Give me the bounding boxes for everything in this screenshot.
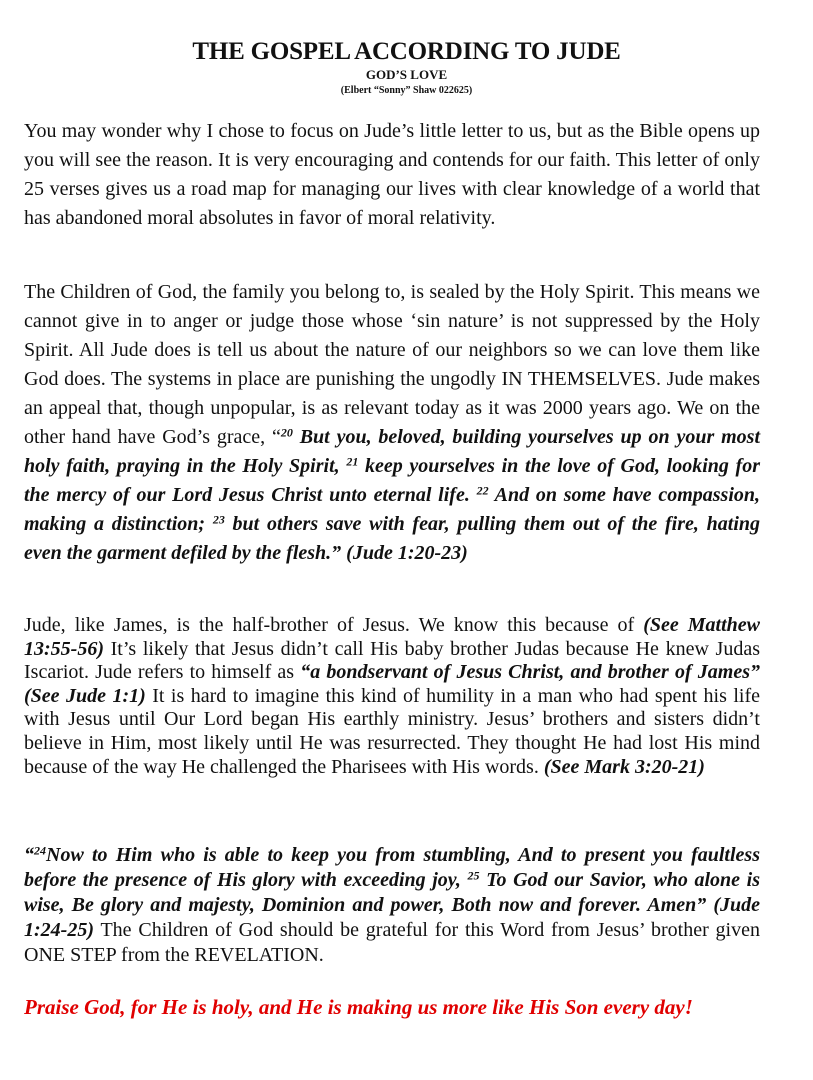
p3-text-1: Jude, like James, is the half-brother of Jesus. We know this because of <box>24 614 644 636</box>
quote-jude-1-1: “a bondservant of Jesus Christ, and brother of James” (See Jude 1:1) <box>24 661 761 707</box>
verse-number-24: 24 <box>34 843 46 858</box>
verse-25-text: To God our Savior, who alone is wise, Be glory and majesty, Dominion and power, Both now and forever. Amen” (Jude 1:24-25) <box>24 869 760 941</box>
verse-23-text: but others save with fear, pulling them out of the fire, hating even the garment defiled by the flesh.” (Jude 1:20-23) <box>24 513 760 564</box>
document-subtitle: GOD’S LOVE <box>365 67 448 82</box>
reference-matthew: (See Matthew 13:55-56) <box>24 614 760 660</box>
document-title: THE GOSPEL ACCORDING TO JUDE <box>192 38 621 65</box>
p3-text-3: It is hard to imagine this kind of humility in a man who had spent his life with Jesus until Our Lord began His earthly ministry. Jesus’ brothers and sisters didn’t believe in Him, most likely until He was resurrected. They thought He had lost His mind because of the way He challenged the Pharisees with His words. <box>24 684 760 778</box>
verse-number-20: 20 <box>280 425 293 440</box>
verse-21-text: keep yourselves in the love of God, looking for the mercy of our Lord Jesus Christ unto eternal life. <box>24 455 760 506</box>
open-quote: “ <box>24 844 34 866</box>
paragraph-intro: You may wonder why I chose to focus on Jude’s little letter to us, but as the Bible opens up you will see the reason. It is very encouraging and contends for our faith. This letter of only 25 verses gives us a road map for managing our lives with clear knowledge of a world that has abandoned moral absolutes in favor of moral relativity. <box>24 120 760 229</box>
verse-number-21: 21 <box>346 454 359 469</box>
p3-text-2: It’s likely that Jesus didn’t call His baby brother Judas because He knew Judas Iscariot. Jude refers to himself as <box>24 637 760 684</box>
verse-20-text: But you, beloved, building yourselves up on your most holy faith, praying in the Holy Spirit, <box>24 426 760 477</box>
verse-22-text: And on some have compassion, making a distinction; <box>24 484 760 535</box>
verse-number-23: 23 <box>212 512 225 527</box>
p2-intro-text: The Children of God, the family you belong to, is sealed by the Holy Spirit. This means we cannot give in to anger or judge those whose ‘sin nature’ is not suppressed by the Holy Spirit. All Jude does is tell us about the nature of our neighbors so we can love them like God does. The systems in place are punishing the ungodly IN THEMSELVES. Jude makes an appeal that, though unpopular, is as relevant today as it was 2000 years ago. We on the other hand have God’s grace, “ <box>24 281 760 448</box>
paragraph-jude-brother <box>24 614 760 779</box>
verse-number-22: 22 <box>476 483 489 498</box>
paragraph-children-of-god <box>24 278 760 568</box>
closing-praise: Praise God, for He is holy, and He is making us more like His Son every day! <box>24 995 693 1019</box>
verse-number-25: 25 <box>467 868 480 883</box>
reference-mark: (See Mark 3:20-21) <box>543 755 705 778</box>
paragraph-doxology <box>24 843 760 968</box>
p4-tail-text: The Children of God should be grateful for this Word from Jesus’ brother given ONE STEP from the REVELATION. <box>24 919 760 966</box>
author-line: (Elbert “Sonny” Shaw 022625) <box>340 85 473 96</box>
verse-24-text: Now to Him who is able to keep you from stumbling, And to present you faultless before the presence of His glory with exceeding joy, <box>24 844 760 891</box>
